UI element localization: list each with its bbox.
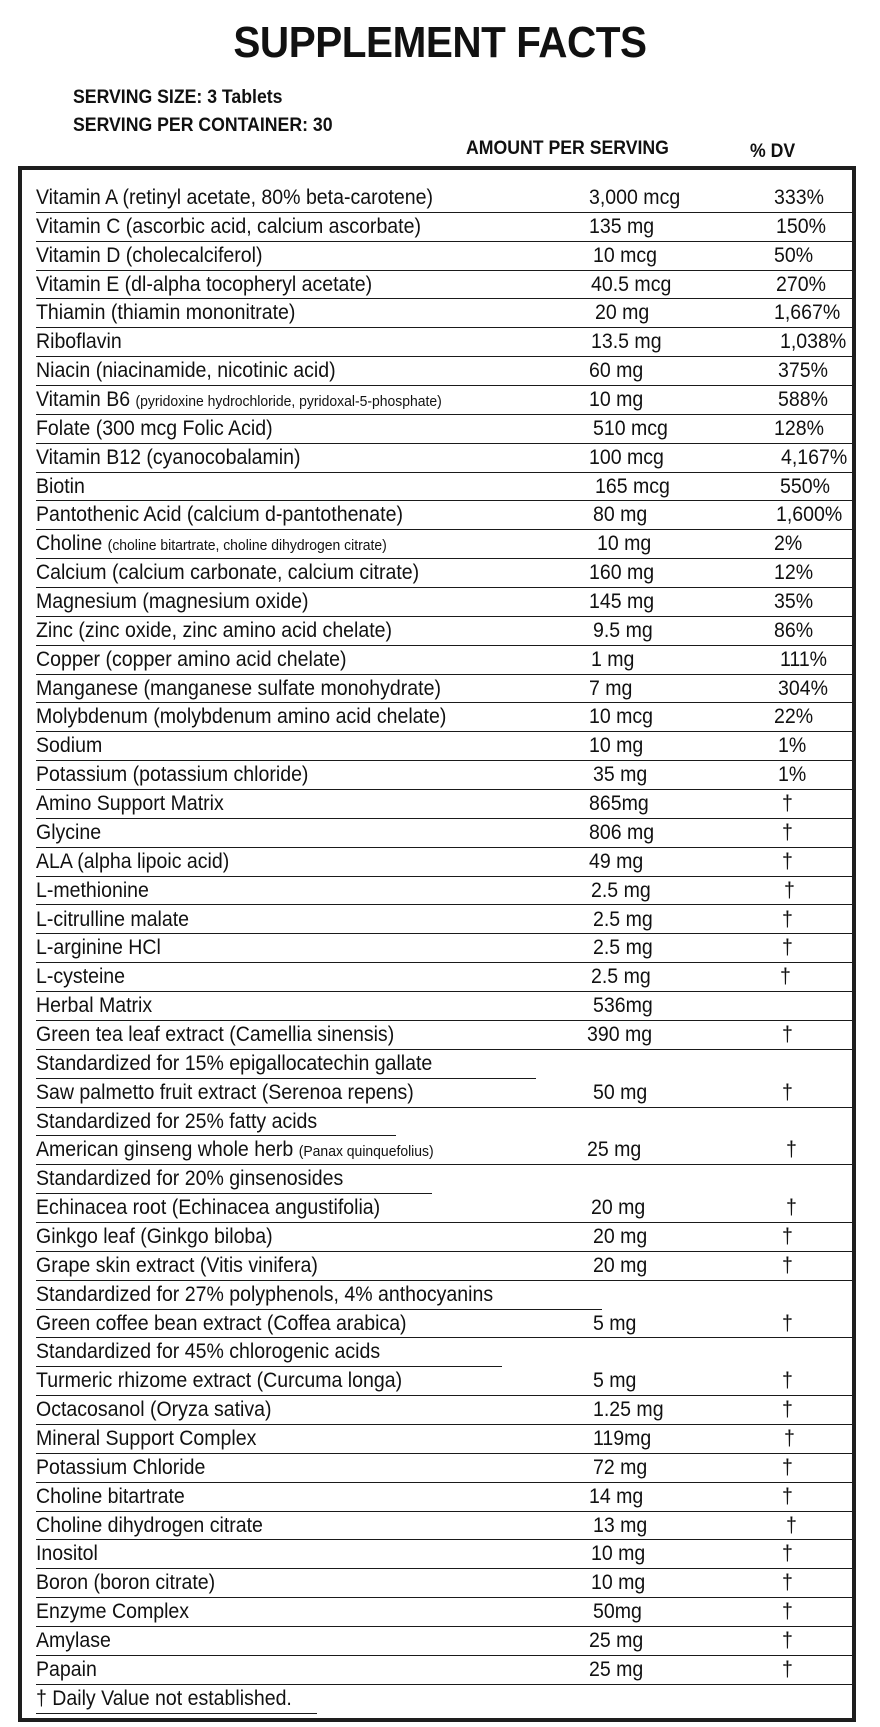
table-row — [36, 1454, 852, 1483]
amount-per-serving: 13 mg — [593, 1513, 648, 1537]
table-row — [36, 1136, 852, 1165]
table-row — [36, 992, 852, 1021]
amount-per-serving: 3,000 mcg — [589, 186, 681, 209]
daily-value: 1% — [778, 734, 807, 758]
footnote-text: † Daily Value not established. — [36, 1686, 292, 1710]
amount-per-serving: 20 mg — [595, 301, 650, 325]
ingredient-name: Octacosanol (Oryza sativa) — [36, 1398, 272, 1422]
ingredient-name: Choline bitartrate — [36, 1484, 185, 1508]
dagger-icon: † — [782, 1455, 793, 1479]
amount-per-serving: 25 mg — [589, 1629, 644, 1652]
ingredient-name: Boron (boron citrate) — [36, 1571, 216, 1595]
table-row — [36, 299, 852, 328]
ingredient-name: Green tea leaf extract (Camellia sinensis) — [36, 1022, 395, 1046]
ingredient-name: Standardized for 45% chlorogenic acids — [36, 1340, 381, 1364]
dagger-icon: † — [782, 1253, 793, 1277]
daily-value: 128% — [774, 416, 824, 440]
dagger-icon: † — [782, 1224, 793, 1248]
amount-per-serving: 1 mg — [591, 647, 635, 671]
table-row — [36, 1656, 852, 1685]
amount-per-serving: 13.5 mg — [591, 330, 662, 354]
daily-value: 1% — [778, 763, 807, 787]
amount-per-serving: 510 mcg — [593, 416, 668, 440]
amount-per-serving: 135 mg — [589, 214, 655, 238]
footnote — [36, 1685, 317, 1714]
table-row — [36, 703, 852, 732]
table-row — [36, 328, 852, 357]
table-row — [36, 1540, 852, 1569]
ingredient-name: L-arginine HCl — [36, 936, 161, 960]
table-row — [36, 444, 852, 473]
daily-value: 588% — [778, 388, 828, 412]
daily-value: 86% — [774, 618, 814, 642]
dagger-icon: † — [782, 1484, 793, 1508]
dagger-icon: † — [786, 1196, 797, 1220]
table-row — [36, 1367, 852, 1396]
table-row — [36, 1223, 852, 1252]
amount-per-serving: 40.5 mcg — [591, 272, 672, 296]
ingredient-name: Zinc (zinc oxide, zinc amino acid chelate) — [36, 618, 393, 642]
amount-per-serving: 10 mg — [591, 1571, 646, 1595]
table-row — [36, 559, 852, 588]
table-row — [36, 963, 852, 992]
ingredient-source: (pyridoxine hydrochloride, pyridoxal-5-phosphate) — [135, 393, 442, 411]
ingredient-name: Standardized for 25% fatty acids — [36, 1109, 318, 1133]
dagger-icon: † — [782, 1022, 793, 1046]
daily-value: 550% — [780, 474, 830, 498]
ingredient-name: L-cysteine — [36, 965, 126, 989]
ingredient-name: Riboflavin — [36, 330, 122, 354]
amount-per-serving: 865mg — [589, 792, 649, 816]
amount-per-serving: 10 mg — [589, 734, 644, 758]
ingredient-name: Copper (copper amino acid chelate) — [36, 647, 347, 671]
amount-per-serving: 165 mcg — [595, 474, 670, 498]
daily-value: 2% — [774, 532, 803, 556]
servings-per-container: SERVING PER CONTAINER: 30 — [73, 115, 333, 136]
table-row — [36, 271, 852, 300]
amount-per-serving: 35 mg — [593, 763, 648, 787]
amount-per-serving: 536mg — [593, 994, 653, 1018]
table-row — [36, 934, 852, 963]
table-row — [36, 386, 852, 415]
table-row — [36, 732, 852, 761]
amount-per-serving: 60 mg — [589, 359, 644, 383]
ingredient-name: Papain — [36, 1657, 97, 1681]
ingredient-name: Folate (300 mcg Folic Acid) — [36, 416, 273, 440]
table-row — [36, 1598, 852, 1627]
amount-per-serving: 20 mg — [591, 1196, 646, 1220]
ingredient-name: Standardized for 15% epigallocatechin gallate — [36, 1051, 433, 1075]
amount-per-serving: 1.25 mg — [593, 1398, 664, 1422]
amount-per-serving: 9.5 mg — [593, 618, 653, 642]
table-row — [36, 646, 852, 675]
ingredient-name: Herbal Matrix — [36, 994, 153, 1018]
amount-per-serving: 806 mg — [589, 820, 655, 844]
dagger-icon: † — [780, 965, 791, 989]
table-row — [36, 1194, 852, 1223]
standardization-note — [36, 1338, 502, 1367]
table-row — [36, 1252, 852, 1281]
amount-per-serving: 10 mcg — [589, 705, 654, 729]
ingredient-name: Choline (choline bitartrate, choline dihydrogen citrate) — [36, 532, 387, 556]
ingredient-source: (choline bitartrate, choline dihydrogen citrate) — [107, 537, 387, 555]
ingredient-name: L-methionine — [36, 878, 149, 902]
ingredient-name: Amylase — [36, 1629, 111, 1652]
dagger-icon: † — [782, 792, 793, 816]
column-header-amount: AMOUNT PER SERVING — [466, 138, 669, 159]
daily-value: 270% — [776, 272, 826, 296]
table-row — [36, 1483, 852, 1512]
ingredient-name: Glycine — [36, 820, 102, 844]
daily-value: 35% — [774, 590, 814, 614]
amount-per-serving: 10 mg — [589, 388, 644, 412]
ingredient-name: Vitamin B6 (pyridoxine hydrochloride, pyridoxal-5-phosphate) — [36, 388, 442, 412]
ingredient-name: Biotin — [36, 474, 85, 498]
table-row — [36, 877, 852, 906]
dagger-icon: † — [782, 1571, 793, 1595]
amount-per-serving: 50mg — [593, 1600, 642, 1624]
daily-value: 333% — [774, 186, 824, 209]
ingredient-name: Potassium Chloride — [36, 1455, 206, 1479]
amount-per-serving: 80 mg — [593, 503, 648, 527]
amount-per-serving: 72 mg — [593, 1455, 648, 1479]
amount-per-serving: 50 mg — [593, 1080, 648, 1104]
amount-per-serving: 2.5 mg — [593, 936, 653, 960]
dagger-icon: † — [782, 1369, 793, 1393]
table-row — [36, 1396, 852, 1425]
amount-per-serving: 20 mg — [593, 1224, 648, 1248]
ingredient-name: Saw palmetto fruit extract (Serenoa repens) — [36, 1080, 414, 1104]
serving-size: SERVING SIZE: 3 Tablets — [73, 87, 283, 108]
amount-per-serving: 10 mcg — [593, 243, 658, 267]
amount-per-serving: 145 mg — [589, 590, 655, 614]
standardization-note — [36, 1165, 432, 1194]
table-row — [36, 790, 852, 819]
page-title: SUPPLEMENT FACTS — [233, 18, 647, 67]
amount-per-serving: 5 mg — [593, 1369, 637, 1393]
amount-per-serving: 119mg — [593, 1426, 652, 1450]
dagger-icon: † — [782, 1657, 793, 1681]
ingredient-name: Standardized for 20% ginsenosides — [36, 1167, 344, 1191]
dagger-icon: † — [782, 936, 793, 960]
table-row — [36, 473, 852, 502]
table-row — [36, 213, 852, 242]
dagger-icon: † — [782, 1629, 793, 1652]
table-row — [36, 675, 852, 704]
ingredient-name: Echinacea root (Echinacea angustifolia) — [36, 1196, 381, 1220]
ingredient-name: Amino Support Matrix — [36, 792, 224, 816]
ingredient-name: Turmeric rhizome extract (Curcuma longa) — [36, 1369, 403, 1393]
daily-value: 375% — [778, 359, 828, 383]
table-row — [36, 1021, 852, 1050]
ingredient-name: Magnesium (magnesium oxide) — [36, 590, 309, 614]
daily-value: 111% — [780, 647, 828, 671]
ingredient-name: Vitamin E (dl-alpha tocopheryl acetate) — [36, 272, 373, 296]
amount-per-serving: 100 mcg — [589, 445, 664, 469]
table-row — [36, 415, 852, 444]
dagger-icon: † — [782, 820, 793, 844]
table-row — [36, 1512, 852, 1541]
dagger-icon: † — [784, 878, 795, 902]
table-row — [36, 761, 852, 790]
ingredient-name: Vitamin B12 (cyanocobalamin) — [36, 445, 301, 469]
ingredient-name: Manganese (manganese sulfate monohydrate) — [36, 676, 441, 700]
daily-value: 1,600% — [776, 503, 843, 527]
ingredient-name: Calcium (calcium carbonate, calcium citrate) — [36, 561, 420, 585]
ingredient-name: Pantothenic Acid (calcium d-pantothenate) — [36, 503, 403, 527]
table-row — [36, 1569, 852, 1598]
amount-per-serving: 49 mg — [589, 849, 644, 873]
standardization-note — [36, 1108, 396, 1137]
ingredient-name: American ginseng whole herb (Panax quinquefolius) — [36, 1138, 434, 1162]
dagger-icon: † — [782, 1398, 793, 1422]
amount-per-serving: 160 mg — [589, 561, 655, 585]
ingredient-name: Inositol — [36, 1542, 98, 1566]
daily-value: 1,038% — [780, 330, 847, 354]
amount-per-serving: 14 mg — [589, 1484, 644, 1508]
ingredient-name: Mineral Support Complex — [36, 1426, 257, 1450]
amount-per-serving: 5 mg — [593, 1311, 637, 1335]
daily-value: 12% — [774, 561, 814, 585]
ingredient-source: (Panax quinquefolius) — [298, 1143, 434, 1161]
table-row — [36, 819, 852, 848]
amount-per-serving: 25 mg — [589, 1657, 644, 1681]
table-row — [36, 501, 852, 530]
table-row — [36, 1310, 852, 1339]
table-row — [36, 588, 852, 617]
dagger-icon: † — [782, 1080, 793, 1104]
amount-per-serving: 2.5 mg — [591, 878, 651, 902]
ingredient-name: Standardized for 27% polyphenols, 4% anthocyanins — [36, 1282, 494, 1306]
ingredient-name: Vitamin D (cholecalciferol) — [36, 243, 263, 267]
ingredient-name: Thiamin (thiamin mononitrate) — [36, 301, 296, 325]
dagger-icon: † — [782, 849, 793, 873]
ingredient-name: Grape skin extract (Vitis vinifera) — [36, 1253, 318, 1277]
dagger-icon: † — [782, 1600, 793, 1624]
dagger-icon: † — [782, 907, 793, 931]
ingredient-name: Sodium — [36, 734, 103, 758]
dagger-icon: † — [786, 1513, 797, 1537]
table-row — [36, 1425, 852, 1454]
daily-value: 22% — [774, 705, 814, 729]
dagger-icon: † — [784, 1426, 795, 1450]
amount-per-serving: 10 mg — [597, 532, 652, 556]
table-row — [36, 530, 852, 559]
daily-value: 304% — [778, 676, 828, 700]
ingredient-name: Potassium (potassium chloride) — [36, 763, 309, 787]
table-row — [36, 184, 852, 213]
table-row — [36, 617, 852, 646]
daily-value: 4,167% — [781, 445, 848, 469]
dagger-icon: † — [782, 1311, 793, 1335]
dagger-icon: † — [782, 1542, 793, 1566]
table-row — [36, 848, 852, 877]
table-row — [36, 1079, 852, 1108]
ingredient-name: L-citrulline malate — [36, 907, 190, 931]
amount-per-serving: 390 mg — [587, 1022, 653, 1046]
daily-value: 50% — [774, 243, 814, 267]
table-row — [36, 906, 852, 935]
dagger-icon: † — [786, 1138, 797, 1162]
ingredient-name: ALA (alpha lipoic acid) — [36, 849, 230, 873]
standardization-note — [36, 1281, 602, 1310]
amount-per-serving: 10 mg — [591, 1542, 646, 1566]
ingredient-name: Molybdenum (molybdenum amino acid chelate) — [36, 705, 447, 729]
table-row — [36, 1627, 852, 1656]
standardization-note — [36, 1050, 536, 1079]
ingredient-name: Choline dihydrogen citrate — [36, 1513, 263, 1537]
column-header-dv: % DV — [750, 141, 796, 162]
daily-value: 1,667% — [774, 301, 841, 325]
amount-per-serving: 2.5 mg — [593, 907, 653, 931]
amount-per-serving: 7 mg — [589, 676, 633, 700]
ingredient-name: Enzyme Complex — [36, 1600, 190, 1624]
table-row — [36, 357, 852, 386]
ingredient-name: Ginkgo leaf (Ginkgo biloba) — [36, 1224, 273, 1248]
amount-per-serving: 2.5 mg — [591, 965, 651, 989]
daily-value: 150% — [776, 214, 826, 238]
amount-per-serving: 20 mg — [593, 1253, 648, 1277]
ingredient-name: Niacin (niacinamide, nicotinic acid) — [36, 359, 336, 383]
ingredient-name: Green coffee bean extract (Coffea arabica) — [36, 1311, 407, 1335]
amount-per-serving: 25 mg — [587, 1138, 642, 1162]
supplement-facts-table — [18, 166, 856, 1722]
table-row — [36, 242, 852, 271]
ingredient-name: Vitamin C (ascorbic acid, calcium ascorbate) — [36, 214, 421, 238]
ingredient-name: Vitamin A (retinyl acetate, 80% beta-carotene) — [36, 186, 433, 209]
